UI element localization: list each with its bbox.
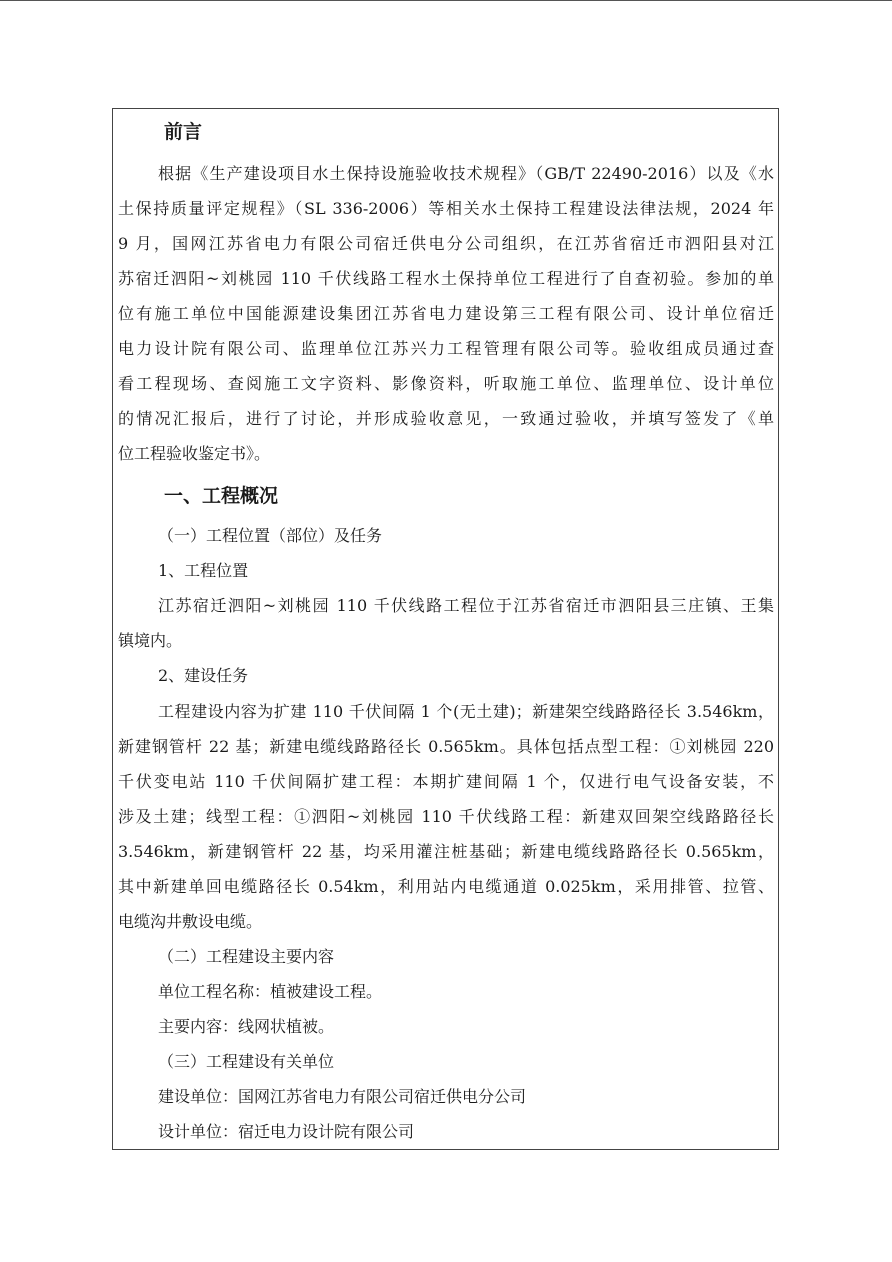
item-heading: 2、建设任务 [158, 666, 249, 685]
preface-heading: 前言 [164, 121, 203, 143]
designer-line: 设计单位：宿迁电力设计院有限公司 [158, 1122, 415, 1141]
item-heading: 1、工程位置 [158, 561, 249, 580]
task-line: 电缆沟井敷设电缆。 [118, 912, 263, 931]
task-line: 涉及土建；线型工程：①泗阳~刘桃园 110 千伏线路工程：新建双回架空线路路径长 [118, 807, 774, 826]
task-line: 其中新建单回电缆路径长 0.54km，利用站内电缆通道 0.025km，采用排管、拉管、 [118, 877, 774, 896]
task-line: 千伏变电站 110 千伏间隔扩建工程：本期扩建间隔 1 个，仅进行电气设备安装，不 [118, 772, 774, 791]
subsection-heading: （一）工程位置（部位）及任务 [158, 526, 383, 545]
subsection-heading: （三）工程建设有关单位 [158, 1052, 335, 1071]
subsection-heading: （二）工程建设主要内容 [158, 947, 335, 966]
preface-line: 位有施工单位中国能源建设集团江苏省电力建设第三工程有限公司、设计单位宿迁 [118, 304, 774, 323]
task-line: 3.546km，新建钢管杆 22 基，均采用灌注桩基础；新建电缆线路路径长 0.565km， [118, 842, 774, 861]
preface-line: 看工程现场、查阅施工文字资料、影像资料，听取施工单位、监理单位、设计单位 [118, 374, 774, 393]
builder-line: 建设单位：国网江苏省电力有限公司宿迁供电分公司 [158, 1087, 527, 1106]
page-top-rule [0, 0, 892, 1]
preface-line: 电力设计院有限公司、监理单位江苏兴力工程管理有限公司等。验收组成员通过查 [118, 339, 774, 358]
task-line: 新建钢管杆 22 基；新建电缆线路路径长 0.565km。具体包括点型工程：①刘桃园 220 [118, 737, 774, 756]
task-line: 工程建设内容为扩建 110 千伏间隔 1 个(无土建)；新建架空线路路径长 3.546km， [158, 702, 774, 721]
preface-line: 9 月，国网江苏省电力有限公司宿迁供电分公司组织，在江苏省宿迁市泗阳县对江 [118, 234, 774, 253]
preface-line: 土保持质量评定规程》（SL 336-2006）等相关水土保持工程建设法律法规，2024 年 [118, 199, 774, 218]
preface-line: 根据《生产建设项目水土保持设施验收技术规程》（GB/T 22490-2016）以及《水 [158, 164, 774, 183]
section-heading: 一、工程概况 [164, 485, 279, 507]
unit-name-line: 单位工程名称：植被建设工程。 [158, 982, 383, 1001]
preface-line: 的情况汇报后，进行了讨论，并形成验收意见，一致通过验收，并填写签发了《单 [118, 409, 774, 428]
preface-line: 位工程验收鉴定书》。 [118, 444, 271, 463]
location-line: 江苏宿迁泗阳~刘桃园 110 千伏线路工程位于江苏省宿迁市泗阳县三庄镇、王集 [158, 596, 774, 615]
main-content-line: 主要内容：线网状植被。 [158, 1017, 335, 1036]
location-line: 镇境内。 [118, 631, 183, 650]
preface-line: 苏宿迁泗阳~刘桃园 110 千伏线路工程水土保持单位工程进行了自查初验。参加的单 [118, 269, 774, 288]
